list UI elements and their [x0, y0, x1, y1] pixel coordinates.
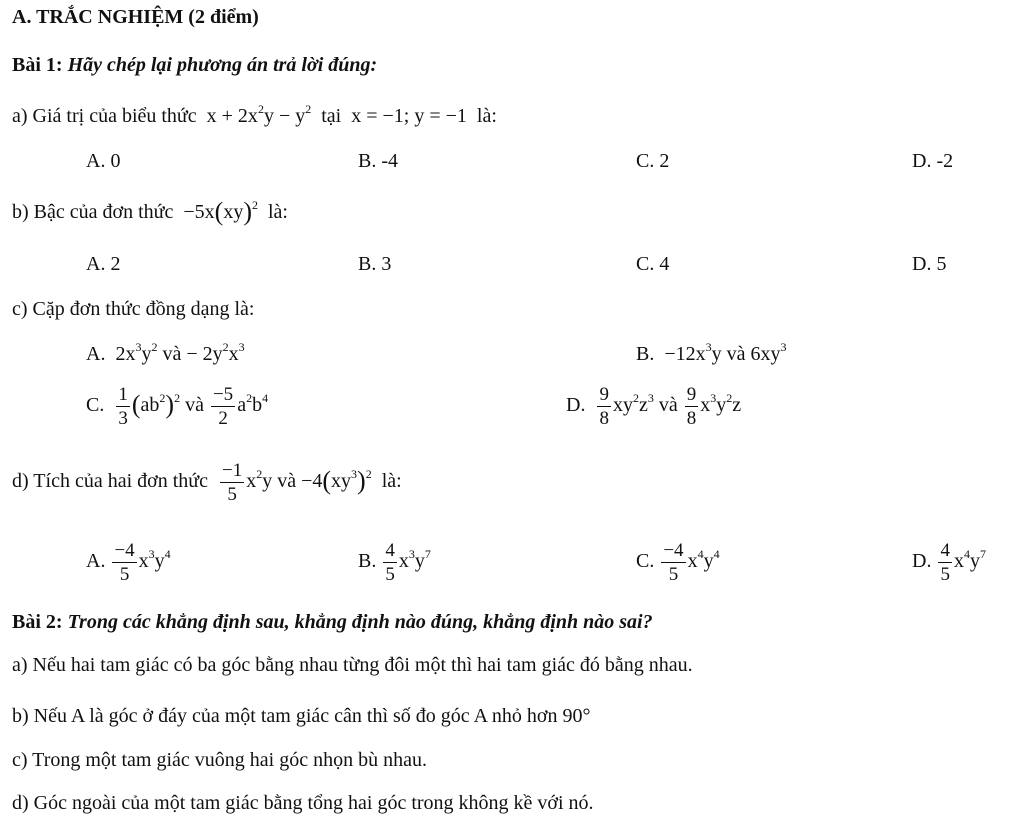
statement-b: b) Nếu A là góc ở đáy của một tam giác cân thì số đo góc A nhỏ hơn 90° — [12, 705, 591, 727]
statement-c: c) Trong một tam giác vuông hai góc nhọn bù nhau. — [12, 749, 427, 771]
qc-option-a: A. $2x^3y^2$ và − $2y^2x^3$ — [86, 340, 245, 365]
question-b: b) Bậc của đơn thức −5x(xy)$^2$ là: — [12, 197, 288, 226]
question-a-condition: x = −1; y = −1 — [351, 105, 467, 127]
qc-option-c: C. $\frac{1}{3}$ $(ab^2)^2$ và $\frac{-5}{2}$ $a^2b^4$ — [86, 383, 269, 430]
statement-d: d) Góc ngoài của một tam giác bằng tổng hai góc trong không kề với nó. — [12, 792, 594, 814]
qb-option-c: C. 4 — [636, 253, 670, 275]
question-a: a) Giá trị của biểu thức $x + 2x^2y - y^2$ tại x = −1; y = −1 là: — [12, 102, 497, 127]
qa-option-c: C. 2 — [636, 150, 670, 172]
qd-option-a: A. $\frac{-4}{5}$ $x^3y^4$ — [86, 539, 171, 586]
qd-option-c: C. $\frac{-4}{5}$ $x^4y^4$ — [636, 539, 720, 586]
question-c: c) Cặp đơn thức đồng dạng là: — [12, 298, 255, 320]
section-header: A. TRẮC NGHIỆM (2 điểm) — [12, 6, 259, 28]
bai1-title: Bài 1: Hãy chép lại phương án trả lời đúng: — [12, 54, 378, 76]
statement-a: a) Nếu hai tam giác có ba góc bằng nhau từng đôi một thì hai tam giác đó bằng nhau. — [12, 654, 693, 676]
question-a-expression: $x + 2x^2y - y^2$ — [206, 102, 312, 127]
question-d: d) Tích của hai đơn thức $\frac{-1}{5}$ $x^2y$ và $-4(xy^3)^2$ là: — [12, 459, 402, 506]
bai2-title: Bài 2: Trong các khẳng định sau, khẳng định nào đúng, khẳng định nào sai? — [12, 611, 653, 633]
qb-option-b: B. 3 — [358, 253, 392, 275]
question-b-expression: −5x(xy)$^2$ — [183, 197, 258, 226]
qd-option-d: D. $\frac{4}{5}$ $x^4y^7$ — [912, 539, 986, 586]
qd-option-b: B. $\frac{4}{5}$ $x^3y^7$ — [358, 539, 431, 586]
qa-option-b: B. -4 — [358, 150, 398, 172]
qa-option-d: D. -2 — [912, 150, 954, 172]
qc-option-b: B. $-12x^3y$ và $6xy^3$ — [636, 340, 787, 365]
qb-option-a: A. 2 — [86, 253, 121, 275]
angle-value: 90° — [562, 705, 591, 727]
qc-option-d: D. $\frac{9}{8}$ $xy^2z^3$ và $\frac{9}{8}$ $x^3y^2z$ — [566, 383, 742, 430]
qb-option-d: D. 5 — [912, 253, 947, 275]
qa-option-a: A. 0 — [86, 150, 121, 172]
